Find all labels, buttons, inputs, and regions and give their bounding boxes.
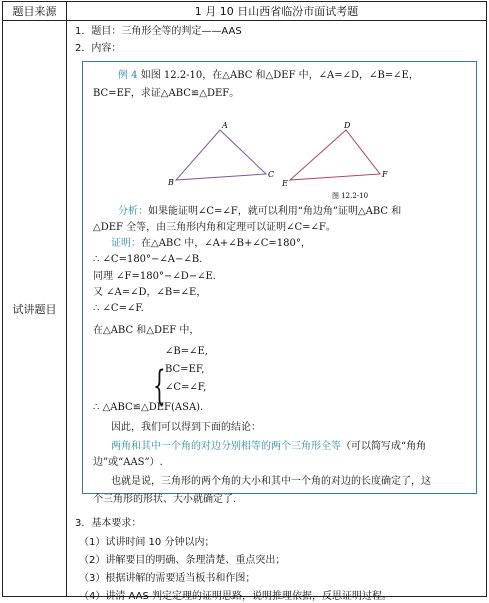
requirement-item: （1）试讲时间 10 分钟以内； xyxy=(79,537,215,548)
proof-line-0: 证明：在△ABC 中，∠A+∠B+∠C=180°， xyxy=(111,238,311,249)
triangle-abc xyxy=(176,130,266,180)
example-line-1: 例 4 如图 12.2-10，在△ABC 和△DEF 中，∠A=∠D，∠B=∠E， xyxy=(118,70,419,81)
proof-line-4: ∴ ∠C=∠F. xyxy=(93,303,144,314)
theorem-highlight: 两角和其中一个角的对边分别相等的两个三角形全等 xyxy=(111,441,341,452)
requirement-item: （3）根据讲解的需要适当板书和作图； xyxy=(79,573,256,584)
vertex-label-e: E xyxy=(282,179,288,188)
proof-line-3: 又 ∠A=∠D，∠B=∠E， xyxy=(93,287,207,298)
system-brace: { xyxy=(153,363,166,409)
page-title: 1 月 10 日山西省临汾市面试考题 xyxy=(67,2,486,21)
example-tag: 例 4 xyxy=(118,70,138,81)
brace-line-2: BC=EF, xyxy=(165,364,205,375)
proof-line-1: ∴ ∠C=180°−∠A−∠B. xyxy=(93,254,203,265)
also-line-2: 个三角形的形状、大小就确定了. xyxy=(93,494,237,505)
triangle-figure xyxy=(162,122,402,202)
also-line-1: 也就是说，三角形的两个角的大小和其中一个角的对边的长度确定了，这 xyxy=(111,476,431,487)
vertex-label-c: C xyxy=(268,170,275,179)
analysis-line-1: 分析：如果能证明∠C=∠F，就可以利用“角边角”证明△ABC 和 xyxy=(118,206,402,217)
brace-line-3: ∠C=∠F, xyxy=(165,382,207,393)
vertex-label-d: D xyxy=(344,122,351,130)
content-cell xyxy=(67,21,486,602)
triangle-def xyxy=(290,130,380,180)
proof-tag: 证明： xyxy=(111,238,141,249)
vertex-label-f: F xyxy=(382,170,388,179)
analysis-line-2: △DEF 全等，由三角形内角和定理可以证明∠C=∠F。 xyxy=(93,222,336,233)
requirement-item: （2）讲解要目的明确、条理清楚、重点突出； xyxy=(79,555,286,566)
analysis-tag: 分析： xyxy=(118,206,148,217)
topic-line: 1．题目：三角形全等的判定——AAS xyxy=(75,26,242,37)
requirements-heading: 3．基本要求： xyxy=(75,518,142,529)
vertex-label-a: A xyxy=(222,122,228,130)
content-label: 2．内容： xyxy=(75,43,122,54)
proof-line-5: 在△ABC 和△DEF 中， xyxy=(93,325,200,336)
requirement-item: （4）讲清 AAS 判定定理的证明思路，说明推理依据，反思证明过程。 xyxy=(79,591,393,602)
brace-line-1: ∠B=∠E, xyxy=(165,346,208,357)
theorem-line-2: 边”或“AAS”）. xyxy=(93,457,163,468)
thus-line: 因此，我们可以得到下面的结论： xyxy=(111,422,261,433)
conclusion-line: ∴ △ABC≌△DEF(ASA). xyxy=(93,402,204,413)
example-line-2: BC=EF，求证△ABC≌△DEF。 xyxy=(93,88,240,99)
document-table xyxy=(2,1,487,602)
side-label: 试讲题目 xyxy=(12,303,57,316)
figure-caption: 图 12.2-10 xyxy=(332,192,369,200)
vertex-label-b: B xyxy=(168,178,174,187)
side-column xyxy=(3,21,67,596)
proof-line-2: 同理 ∠F=180°−∠D−∠E. xyxy=(93,271,216,282)
theorem-line-1: 两角和其中一个角的对边分别相等的两个三角形全等（可以简写成“角角 xyxy=(111,441,427,452)
source-label: 题目来源 xyxy=(3,2,67,21)
